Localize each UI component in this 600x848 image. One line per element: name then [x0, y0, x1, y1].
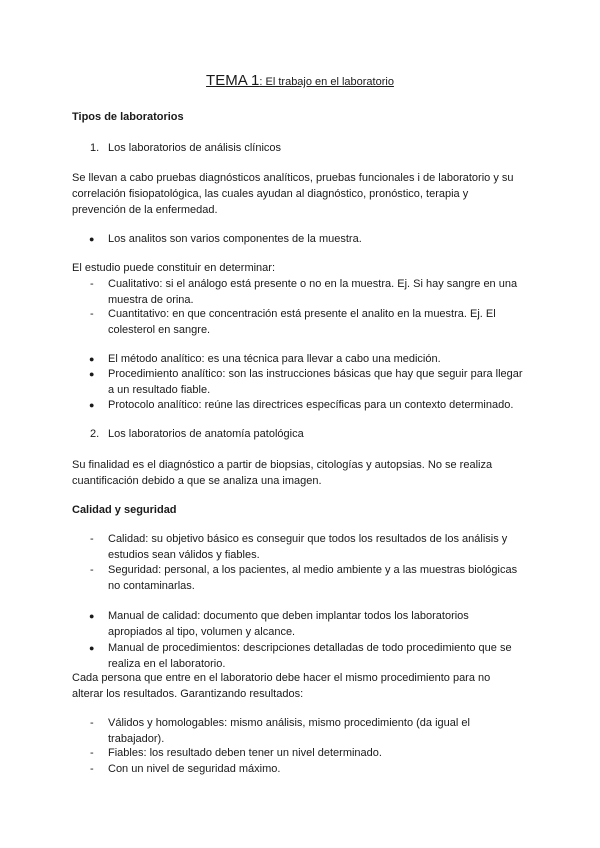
title-main: TEMA 1 — [206, 72, 260, 89]
dash-text: Seguridad: personal, a los pacientes, al medio ambiente y a las muestras biológicas — [108, 564, 518, 576]
dash-text: muestra de orina. — [108, 294, 194, 306]
bullet-text: apropiados al tipo, volumen y alcance. — [108, 626, 296, 638]
dash-icon: - — [90, 747, 94, 759]
dash-icon: - — [90, 308, 94, 320]
list-item-text: Los laboratorios de análisis clínicos — [108, 142, 282, 154]
bullet-text: Manual de calidad: documento que deben implantar todos los laboratorios — [108, 610, 469, 622]
bullet-text: a un resultado fiable. — [108, 384, 211, 396]
bullet-icon: ● — [89, 400, 95, 410]
paragraph-line: Su finalidad es el diagnóstico a partir de biopsias, citologías y autopsias. No se realiza — [72, 459, 493, 471]
dash-text: Fiables: los resultado deben tener un nivel determinado. — [108, 747, 382, 759]
dash-text: estudios sean válidos y fiables. — [108, 549, 260, 561]
bullet-icon: ● — [89, 354, 95, 364]
dash-text: colesterol en sangre. — [108, 324, 211, 336]
bullet-text: Los analitos son varios componentes de la muestra. — [108, 233, 362, 245]
dash-text: Calidad: su objetivo básico es conseguir que todos los resultados de los análisis y — [108, 533, 508, 545]
bullet-icon: ● — [89, 611, 95, 621]
paragraph-line: correlación fisiopatológica, las cuales ayudan al diagnóstico, pronóstico, terapia y — [72, 188, 469, 200]
dash-text: trabajador). — [108, 733, 165, 745]
dash-text: no contaminarlas. — [108, 580, 195, 592]
section-heading-tipos: Tipos de laboratorios — [72, 111, 184, 123]
bullet-text: realiza en el laboratorio. — [108, 658, 226, 670]
title-sub: : El trabajo en el laboratorio — [259, 76, 394, 88]
paragraph-line: cuantificación debido a que se analiza una imagen. — [72, 475, 322, 487]
page-title — [0, 72, 600, 89]
bullet-text: Procedimiento analítico: son las instrucciones básicas que hay que seguir para llegar — [108, 368, 523, 380]
bullet-text: El método analítico: es una técnica para llevar a cabo una medición. — [108, 353, 441, 365]
bullet-icon: ● — [89, 643, 95, 653]
bullet-text: Manual de procedimientos: descripciones detalladas de todo procedimiento que se — [108, 642, 512, 654]
dash-icon: - — [90, 533, 94, 545]
list-item-text: Los laboratorios de anatomía patológica — [108, 428, 304, 440]
list-number: 1. — [90, 142, 100, 154]
bullet-text: Protocolo analítico: reúne las directrices específicas para un contexto determinado. — [108, 399, 514, 411]
section-heading-calidad: Calidad y seguridad — [72, 504, 177, 516]
dash-text: Cuantitativo: en que concentración está presente el analito en la muestra. Ej. El — [108, 308, 496, 320]
dash-icon: - — [90, 278, 94, 290]
paragraph-line: prevención de la enfermedad. — [72, 204, 218, 216]
dash-text: Cualitativo: si el análogo está presente o no en la muestra. Ej. Si hay sangre en una — [108, 278, 518, 290]
paragraph-line: Se llevan a cabo pruebas diagnósticos analíticos, pruebas funcionales i de laboratorio y su — [72, 172, 514, 184]
bullet-icon: ● — [89, 234, 95, 244]
paragraph-line: Cada persona que entre en el laboratorio debe hacer el mismo procedimiento para no — [72, 672, 491, 684]
dash-text: Con un nivel de seguridad máximo. — [108, 763, 281, 775]
dash-icon: - — [90, 564, 94, 576]
bullet-icon: ● — [89, 369, 95, 379]
list-number: 2. — [90, 428, 100, 440]
dash-text: Válidos y homologables: mismo análisis, mismo procedimiento (da igual el — [108, 717, 470, 729]
paragraph-line: El estudio puede constituir en determinar: — [72, 262, 276, 274]
paragraph-line: alterar los resultados. Garantizando resultados: — [72, 688, 304, 700]
dash-icon: - — [90, 717, 94, 729]
dash-icon: - — [90, 763, 94, 775]
